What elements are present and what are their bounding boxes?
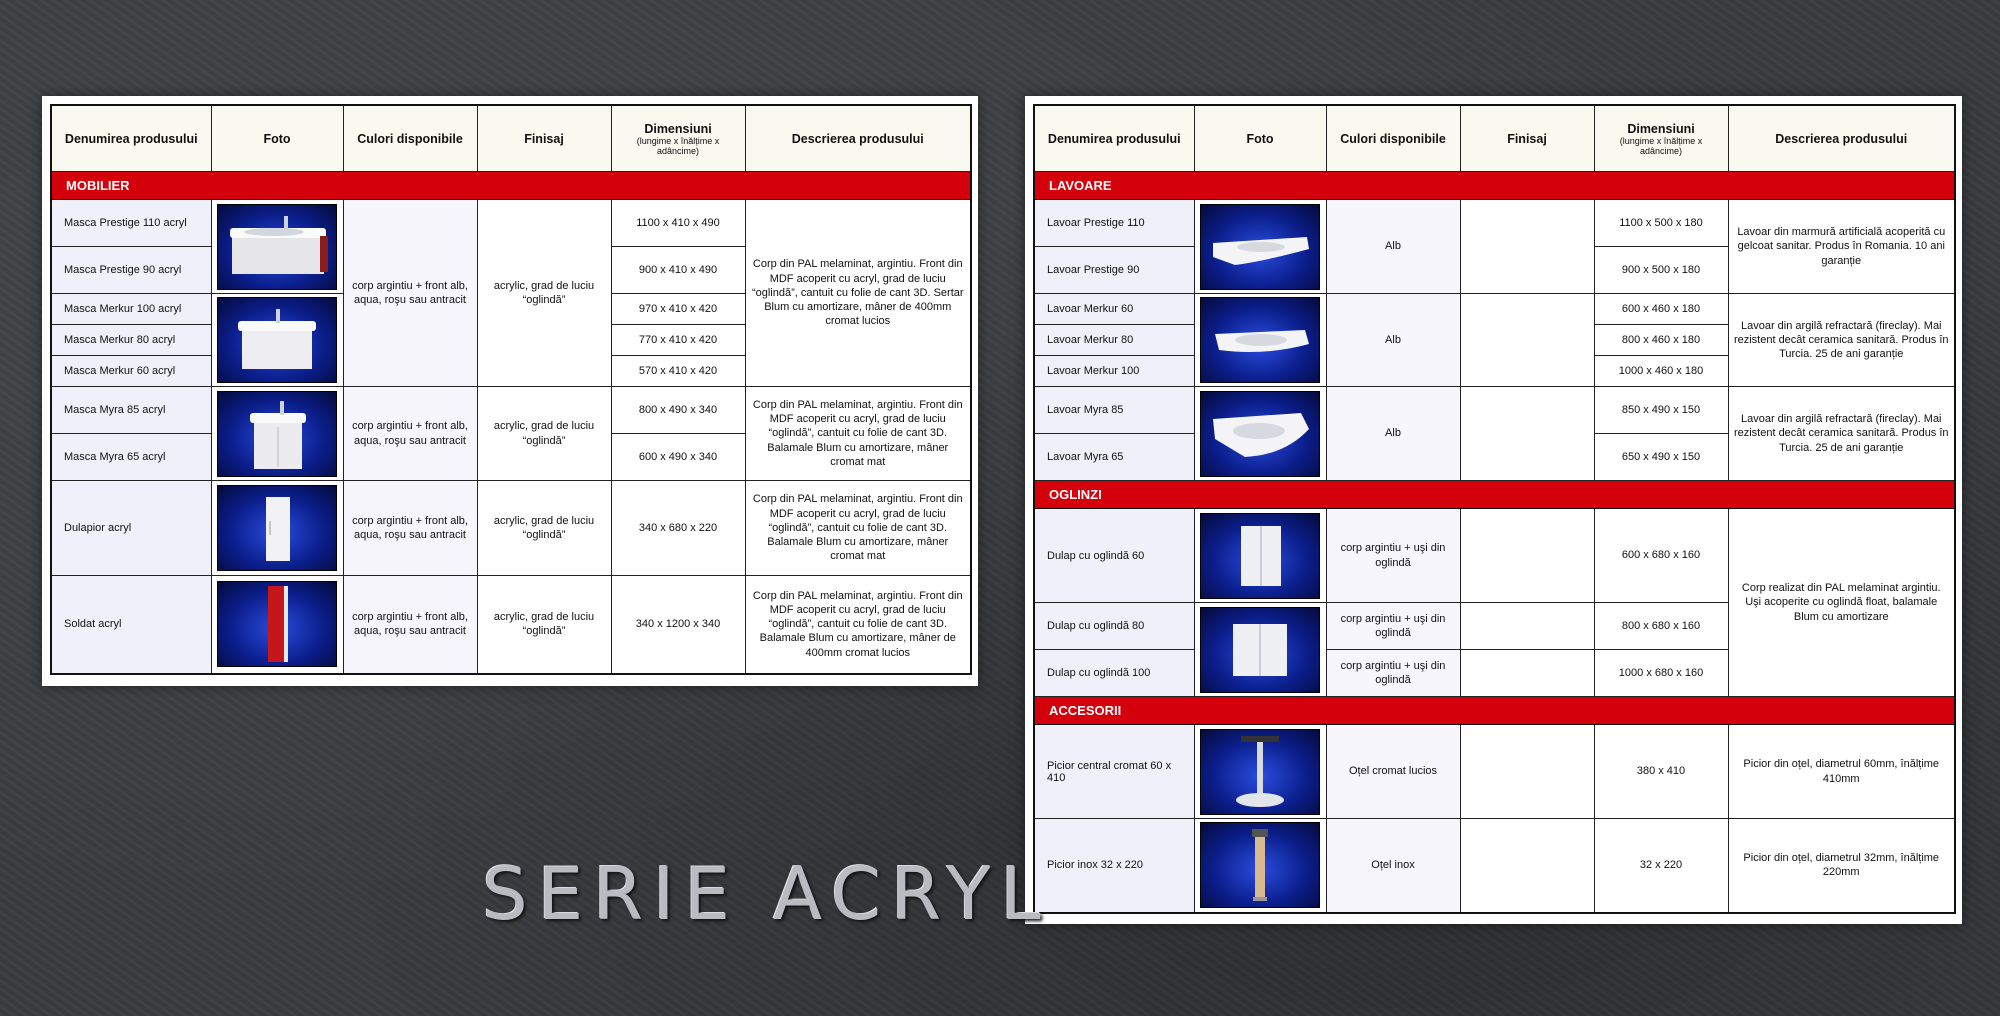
description-cell: Picior din oțel, diametrul 32mm, înălțime 220mm [1728, 819, 1955, 913]
product-name: Dulap cu oglindă 100 [1034, 650, 1194, 697]
header-dims [1594, 105, 1728, 172]
header-photo: Foto [211, 105, 343, 172]
photo-cell [211, 387, 343, 481]
soldat-photo [217, 581, 337, 667]
colors-cell: corp argintiu + front alb, aqua, roşu sau antracit [343, 200, 477, 387]
description-cell: Corp din PAL melaminat, argintiu. Front din MDF acoperit cu acryl, grad de luciu “oglindă”, cantuit cu folie de cant 3D. Balamale Blum cu amortizare, mâner cromat mat [745, 387, 971, 481]
product-name: Masca Merkur 100 acryl [51, 294, 211, 325]
product-name: Lavoar Merkur 100 [1034, 356, 1194, 387]
finish-cell: acrylic, grad de luciu “oglindă” [477, 200, 611, 387]
header-row [51, 105, 971, 172]
section-row [1034, 172, 1955, 200]
description-cell: Lavoar din argilă refractară (fireclay). Mai rezistent decât ceramica sanitară. Produs în Turcia. 25 de ani garanție [1728, 294, 1955, 387]
dims-cell: 800 x 680 x 160 [1594, 603, 1728, 650]
product-name: Lavoar Merkur 60 [1034, 294, 1194, 325]
colors-cell: corp argintiu + uşi din oglindă [1326, 603, 1460, 650]
colors-cell: corp argintiu + front alb, aqua, roşu sau antracit [343, 387, 477, 481]
header-dims-label: Dimensiuni [1627, 121, 1695, 136]
photo-cell [1194, 819, 1326, 913]
table-row [1034, 387, 1955, 434]
section-mobilier: MOBILIER [51, 172, 971, 200]
product-name: Masca Merkur 60 acryl [51, 356, 211, 387]
photo-cell [211, 200, 343, 294]
dims-cell: 1100 x 500 x 180 [1594, 200, 1728, 247]
product-name: Lavoar Myra 65 [1034, 434, 1194, 481]
header-colors: Culori disponibile [1326, 105, 1460, 172]
dulap-oglinda-60-photo [1200, 513, 1320, 599]
dims-cell: 600 x 490 x 340 [611, 434, 745, 481]
finish-cell [1460, 725, 1594, 819]
colors-cell: Oțel inox [1326, 819, 1460, 913]
table-row [1034, 200, 1955, 247]
colors-cell: corp argintiu + uşi din oglindă [1326, 650, 1460, 697]
description-cell: Corp din PAL melaminat, argintiu. Front din MDF acoperit cu acryl, grad de luciu “oglindă”, cantuit cu folie de cant 3D. Balamale Blum cu amortizare, mâner de 400mm cromat lucios [745, 576, 971, 674]
header-finish: Finisaj [477, 105, 611, 172]
product-name: Masca Prestige 90 acryl [51, 247, 211, 294]
header-photo: Foto [1194, 105, 1326, 172]
vanity-merkur-photo [217, 297, 337, 383]
header-dims [611, 105, 745, 172]
product-name: Lavoar Prestige 90 [1034, 247, 1194, 294]
dims-cell: 600 x 460 x 180 [1594, 294, 1728, 325]
table-row [1034, 294, 1955, 325]
photo-cell [1194, 509, 1326, 603]
product-name: Masca Myra 65 acryl [51, 434, 211, 481]
photo-cell [211, 294, 343, 387]
finish-cell [1460, 819, 1594, 913]
header-dims-sub: (lungime x înălțime x adâncime) [1619, 135, 1703, 156]
header-dims-label: Dimensiuni [644, 121, 712, 136]
finish-cell: acrylic, grad de luciu “oglindă” [477, 387, 611, 481]
finish-cell: acrylic, grad de luciu “oglindă” [477, 576, 611, 674]
table-row [1034, 509, 1955, 603]
header-name: Denumirea produsului [51, 105, 211, 172]
product-name: Masca Merkur 80 acryl [51, 325, 211, 356]
colors-cell: corp argintiu + front alb, aqua, roşu sau antracit [343, 481, 477, 576]
dulap-oglinda-80-photo [1200, 607, 1320, 693]
product-name: Dulap cu oglindă 60 [1034, 509, 1194, 603]
lavoare-table [1033, 104, 1956, 914]
dims-cell: 970 x 410 x 420 [611, 294, 745, 325]
lavoare-sheet [1025, 96, 1962, 924]
product-name: Masca Prestige 110 acryl [51, 200, 211, 247]
colors-cell: Alb [1326, 387, 1460, 481]
product-name: Lavoar Prestige 110 [1034, 200, 1194, 247]
dims-cell: 340 x 680 x 220 [611, 481, 745, 576]
photo-cell [1194, 387, 1326, 481]
product-name: Soldat acryl [51, 576, 211, 674]
description-cell: Corp din PAL melaminat, argintiu. Front din MDF acoperit cu acryl, grad de luciu “oglindă”, cantuit cu folie de cant 3D. Balamale Blum cu amortizare, mâner cromat mat [745, 481, 971, 576]
lavoar-merkur-photo [1200, 297, 1320, 383]
header-name: Denumirea produsului [1034, 105, 1194, 172]
picior-inox-photo [1200, 822, 1320, 908]
table-row [51, 481, 971, 576]
vanity-myra-photo [217, 391, 337, 477]
colors-cell: corp argintiu + uşi din oglindă [1326, 509, 1460, 603]
dims-cell: 650 x 490 x 150 [1594, 434, 1728, 481]
product-name: Lavoar Merkur 80 [1034, 325, 1194, 356]
product-name: Dulap cu oglindă 80 [1034, 603, 1194, 650]
photo-cell [1194, 603, 1326, 697]
lavoar-myra-photo [1200, 391, 1320, 477]
table-row [51, 576, 971, 674]
finish-cell [1460, 387, 1594, 481]
dims-cell: 1100 x 410 x 490 [611, 200, 745, 247]
product-name: Picior inox 32 x 220 [1034, 819, 1194, 913]
finish-cell [1460, 509, 1594, 603]
description-cell: Picior din oțel, diametrul 60mm, înălțime 410mm [1728, 725, 1955, 819]
picior-cromat-photo [1200, 729, 1320, 815]
section-accesorii: ACCESORII [1034, 697, 1955, 725]
header-dims-sub: (lungime x înălțime x adâncime) [636, 135, 720, 156]
lavoar-prestige-photo [1200, 204, 1320, 290]
colors-cell: corp argintiu + front alb, aqua, roşu sau antracit [343, 576, 477, 674]
photo-cell [1194, 294, 1326, 387]
header-desc: Descrierea produsului [745, 105, 971, 172]
finish-cell [1460, 603, 1594, 650]
description-cell: Lavoar din marmură artificială acoperită cu gelcoat sanitar. Produs în Romania. 10 ani garanție [1728, 200, 1955, 294]
product-name: Masca Myra 85 acryl [51, 387, 211, 434]
product-name: Dulapior acryl [51, 481, 211, 576]
description-cell: Corp realizat din PAL melaminat argintiu. Uşi acoperite cu oglindă float, balamale Blum cu amortizare [1728, 509, 1955, 697]
dims-cell: 770 x 410 x 420 [611, 325, 745, 356]
description-cell: Lavoar din argilă refractară (fireclay). Mai rezistent decât ceramica sanitară. Produs în Turcia. 25 de ani garanție [1728, 387, 1955, 481]
dims-cell: 900 x 500 x 180 [1594, 247, 1728, 294]
colors-cell: Alb [1326, 200, 1460, 294]
header-row [1034, 105, 1955, 172]
section-row [1034, 481, 1955, 509]
serie-acryl-title: SERIE ACRYL [482, 852, 1051, 936]
table-row [51, 387, 971, 434]
dims-cell: 340 x 1200 x 340 [611, 576, 745, 674]
dims-cell: 800 x 490 x 340 [611, 387, 745, 434]
dims-cell: 1000 x 460 x 180 [1594, 356, 1728, 387]
photo-cell [1194, 725, 1326, 819]
colors-cell: Alb [1326, 294, 1460, 387]
product-name: Lavoar Myra 85 [1034, 387, 1194, 434]
table-row [1034, 819, 1955, 913]
colors-cell: Oțel cromat lucios [1326, 725, 1460, 819]
header-colors: Culori disponibile [343, 105, 477, 172]
product-name: Picior central cromat 60 x 410 [1034, 725, 1194, 819]
dims-cell: 900 x 410 x 490 [611, 247, 745, 294]
dulapior-photo [217, 485, 337, 571]
header-finish: Finisaj [1460, 105, 1594, 172]
mobilier-table [50, 104, 972, 675]
section-oglinzi: OGLINZI [1034, 481, 1955, 509]
dims-cell: 380 x 410 [1594, 725, 1728, 819]
dims-cell: 800 x 460 x 180 [1594, 325, 1728, 356]
dims-cell: 32 x 220 [1594, 819, 1728, 913]
photo-cell [211, 576, 343, 674]
section-row [1034, 697, 1955, 725]
table-row [51, 200, 971, 247]
header-desc: Descrierea produsului [1728, 105, 1955, 172]
section-row [51, 172, 971, 200]
vanity-prestige-photo [217, 204, 337, 290]
dims-cell: 1000 x 680 x 160 [1594, 650, 1728, 697]
photo-cell [1194, 200, 1326, 294]
photo-cell [211, 481, 343, 576]
dims-cell: 850 x 490 x 150 [1594, 387, 1728, 434]
dims-cell: 570 x 410 x 420 [611, 356, 745, 387]
description-cell: Corp din PAL melaminat, argintiu. Front din MDF acoperit cu acryl, grad de luciu “oglindă”, cantuit cu folie de cant 3D. Sertar Blum cu amortizare, mâner de 400mm cromat lucios [745, 200, 971, 387]
finish-cell [1460, 650, 1594, 697]
dims-cell: 600 x 680 x 160 [1594, 509, 1728, 603]
section-lavoare: LAVOARE [1034, 172, 1955, 200]
finish-cell: acrylic, grad de luciu “oglindă” [477, 481, 611, 576]
finish-cell [1460, 200, 1594, 294]
finish-cell [1460, 294, 1594, 387]
mobilier-sheet [42, 96, 978, 686]
table-row [1034, 725, 1955, 819]
